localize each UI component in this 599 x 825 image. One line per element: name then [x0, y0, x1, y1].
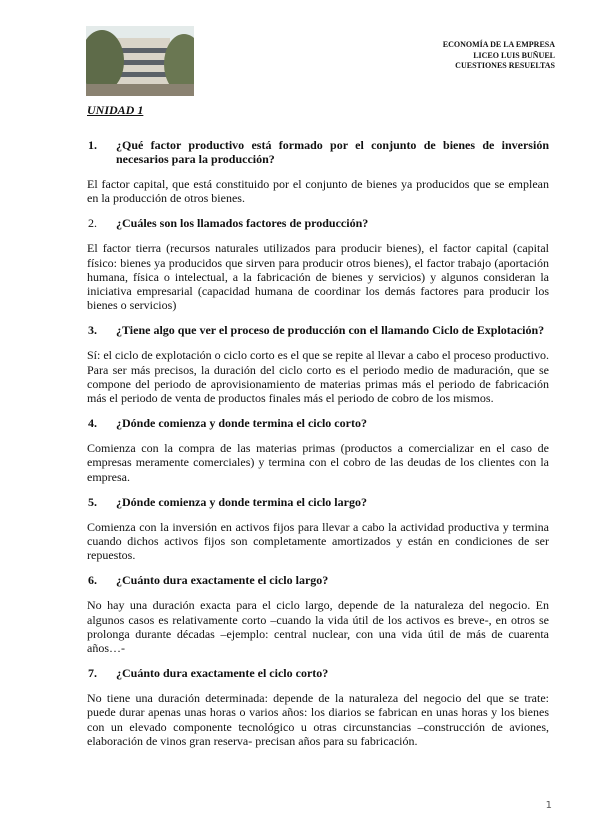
page-number: 1	[545, 800, 552, 811]
answer-text: No tiene una duración determinada: depende de la naturaleza del negocio del que se trate: puede durar apenas unas horas o varios años: los diarios se fabrican en unas horas y los bienes con un elevado componente tecnológico u otras circunstancias –construcción de aviones, elaboración de vinos gran reserva- precisan años para su fabricación.	[87, 691, 549, 748]
question-text: ¿Tiene algo que ver el proceso de producción con el llamando Ciclo de Explotación?	[116, 323, 545, 338]
header-subject: ECONOMÍA DE LA EMPRESA	[442, 40, 555, 49]
question-text: ¿Dónde comienza y donde termina el ciclo corto?	[116, 416, 367, 431]
question-text: ¿Qué factor productivo está formado por el conjunto de bienes de inversión necesarios para la producción?	[116, 138, 549, 166]
question	[87, 216, 549, 230]
question	[87, 323, 549, 337]
question-number: 2.	[88, 216, 97, 231]
qa-item	[87, 573, 549, 655]
qa-list	[87, 138, 549, 759]
question	[87, 573, 549, 587]
header-doc-type: CUESTIONES RESUELTAS	[455, 61, 555, 70]
document-header	[443, 40, 555, 72]
qa-item	[87, 666, 549, 748]
question-text: ¿Cuánto dura exactamente el ciclo corto?	[116, 666, 329, 681]
qa-item	[87, 323, 549, 405]
question	[87, 666, 549, 680]
answer-text: Sí: el ciclo de explotación o ciclo corto es el que se repite al llevar a cabo el proceso productivo. Para ser más precisos, la duración del ciclo corto es el periodo medio de maduración, que se compone del periodo de aprovisionamiento de materias primas más el periodo de fabricación más el periodo de venta de productos finales más el periodo de cobro de los mismos.	[87, 348, 549, 406]
qa-item	[87, 216, 549, 312]
question	[87, 495, 549, 509]
question	[87, 416, 549, 430]
question-text: ¿Dónde comienza y donde termina el ciclo largo?	[116, 494, 367, 509]
question-text: ¿Cuánto dura exactamente el ciclo largo?	[116, 573, 329, 588]
qa-item	[87, 416, 549, 484]
answer-text: Comienza con la inversión en activos fijos para llevar a cabo la actividad productiva y termina cuando dichos activos fijos son completamente amortizados y están en condiciones de ser repuestos.	[87, 519, 549, 563]
header-school: LICEO LUIS BUÑUEL	[473, 50, 555, 60]
answer-text: Comienza con la compra de las materias primas (productos a comercializar en el caso de empresas meramente comerciales) y termina con el cobro de las deudas de los clientes con la empresa.	[87, 441, 549, 484]
question-number: 6.	[88, 573, 97, 588]
question-number: 5.	[88, 494, 97, 509]
answer-text: No hay una duración exacta para el ciclo largo, depende de la naturaleza del negocio. En algunos casos es relativamente corto –cuando la vida útil de los activos es breve-, en otros se prolonga durante décadas –ejemplo: central nuclear, con una vida útil de más de cuarenta años…-	[87, 598, 549, 656]
question-number: 4.	[88, 416, 97, 431]
unit-title: UNIDAD 1	[87, 103, 144, 117]
answer-text: El factor capital, que está constituido por el conjunto de bienes ya producidos que se emplean en la producción de otros bienes.	[87, 177, 549, 206]
qa-item	[87, 495, 549, 563]
question-text: ¿Cuáles son los llamados factores de producción?	[116, 216, 369, 231]
question	[87, 138, 549, 166]
question-number: 7.	[88, 666, 97, 681]
school-building-photo	[86, 26, 194, 96]
question-number: 1.	[88, 138, 97, 152]
qa-item	[87, 138, 549, 205]
answer-text: El factor tierra (recursos naturales utilizados para producir bienes), el factor capital (capital físico: bienes ya producidos que sirven para producir otros bienes), el factor trabajo (aportación humana, física o intelectual, a la fabricación de bienes y servicios) y algunos consideran la iniciativa empresarial (capacidad humana de coordinar los demás factores para producir los bienes o servicios)	[87, 241, 549, 313]
question-number: 3.	[88, 323, 97, 338]
